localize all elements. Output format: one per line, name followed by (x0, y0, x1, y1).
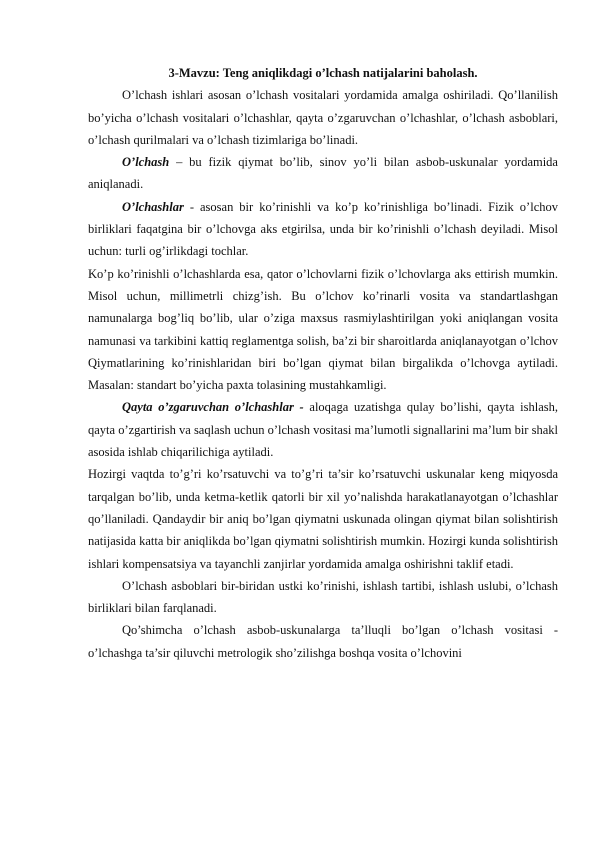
paragraph-6 (88, 463, 558, 574)
paragraph-4-text: Ko’p ko’rinishli o’lchashlarda esa, qator o’lchovlarni fizik o’lchovlarga aks ettirish mumkin. Misol uchun, millimetrli chizg’ish. Bu o’lchov ko’rinarli vosita va standartlashgan namunalarga bog’liq bo’lib, ular o’ziga maxsus rasmiylashtirilgan yoki aniqlangan vosita namunasi va tarkibini kattiq reglamentga solish, ba’zi bir sharoitlarda aniqlanayotgan o’lchov Qiymatlarining ko’rinishlaridan biri bo’lgan qiymat bilan birgalikda o’lchovga aytiladi. Masalan: standart bo’yicha paxta tolasining mustahkamligi. (88, 266, 558, 393)
paragraph-2 (88, 151, 558, 196)
paragraph-4 (88, 263, 558, 397)
paragraph-3-text: - asosan bir ko’rinishli va ko’p ko’rinishliga bo’linadi. Fizik o’lchov birliklari faqatgina bir o’lchovga aks etgirilsa, unda bir ko’rinishli o’lchash deyiladi. Misol uchun: turli og’irlikdagi tochlar. (88, 199, 558, 259)
paragraph-6-text: Hozirgi vaqtda to’g’ri ko’rsatuvchi va to’g’ri ta’sir ko’rsatuvchi uskunalar keng miqyosda tarqalgan bo’lib, unda ketma-ketlik qatorli bir xil yo’nalishda harakatlanayotgan o’lchashlar qo’llaniladi. Qandaydir bir aniq bo’lgan qiymatni uskunada olingan qiymat bilan solishtirish natijasida katta bir aniqlikda bo’lgan qiymatni solishtirish mumkin. Hozirgi kunda solishtirish ishlari kompensatsiya va tayanchli zanjirlar yordamida amalga oshirishni taklif etadi. (88, 467, 558, 571)
paragraph-5 (88, 396, 558, 463)
paragraph-8-text: Qo’shimcha o’lchash asbob-uskunalarga ta’lluqli bo’lgan o’lchash vositasi - o’lchashga ta’sir qiluvchi metrologik sho’zilishga boshqa vosita o’lchovini (88, 623, 558, 660)
paragraph-3 (88, 196, 558, 263)
document-page (88, 62, 558, 664)
paragraph-5-term: Qayta o’zgaruvchan o’lchashlar - (122, 400, 304, 415)
paragraph-8 (88, 619, 558, 664)
paragraph-5-text: aloqaga uzatishga qulay bo’lishi, qayta ishlash, qayta o’zgartirish va saqlash uchun o’lchash vositasi ma’lumotli signallarini ma’lum bir shakl asosida ishlab chiqarilichiga aytiladi. (88, 400, 558, 460)
paragraph-3-term: O’lchashlar (122, 199, 184, 214)
paragraph-1-text: O’lchash ishlari asosan o’lchash vositalari yordamida amalga oshiriladi. Qo’llanilish bo’yicha o’lchash vositalari o’lchashlar, qayta o’zgaruvchan o’lchashlar, o’lchash asboblari, o’lchash qurilmalari va o’lchash tizimlariga bo’linadi. (88, 88, 558, 147)
page-title: 3-Mavzu: Teng aniqlikdagi o’lchash natijalarini baholash. (168, 66, 478, 80)
paragraph-7-text: O’lchash asboblari bir-biridan ustki ko’rinishi, ishlash tartibi, ishlash uslubi, o’lchash birliklari bilan farqlanadi. (88, 578, 558, 616)
paragraph-7 (88, 575, 558, 620)
paragraph-2-term: O’lchash (122, 155, 170, 170)
paragraph-2-text: – bu fizik qiymat bo’lib, sinov yo’li bilan asbob-uskunalar yordamida aniqlanadi. (88, 155, 558, 192)
paragraph-1 (88, 84, 558, 151)
